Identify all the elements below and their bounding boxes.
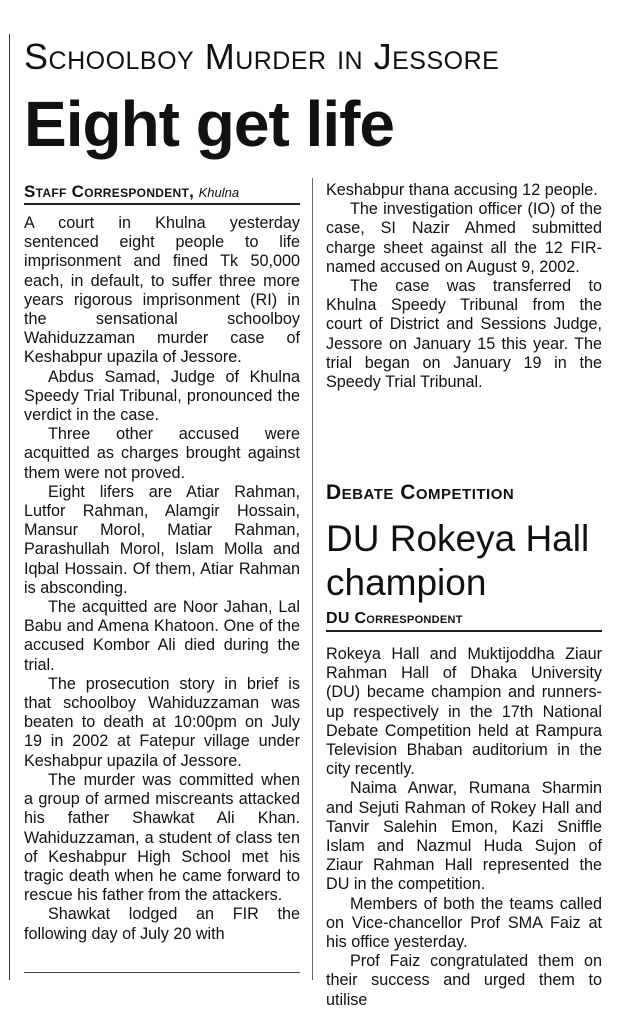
byline-rule: [24, 203, 300, 205]
body-paragraph: A court in Khulna yesterday sentenced eight people to life imprisonment and fined Tk 50,000 each, in default, to suffer three more years rigorous imprisonment (RI) in the sensational schoolboy Wahiduzzaman murder case of Keshabpur upazila of Jessore.: [24, 214, 300, 367]
body-paragraph: Shawkat lodged an FIR the following day of July 20 with: [24, 905, 300, 943]
second-article-headline: DU Rokeya Hall champion: [326, 518, 590, 603]
body-paragraph: Rokeya Hall and Muktijoddha Ziaur Rahman Hall of Dhaka University (DU) became champion and runners-up respectively in the 17th National Debate Competition held at Rampura Television Bhaban auditorium in the city recently.: [326, 645, 602, 779]
article-body-column-2: [326, 181, 602, 392]
page-left-rule: [9, 34, 10, 980]
column-divider: [312, 178, 313, 980]
body-paragraph: Prof Faiz congratulated them on their success and urged them to utilise: [326, 952, 602, 1009]
second-article-body: [326, 645, 602, 1010]
body-paragraph: The murder was committed when a group of armed miscreants attacked his father Shawkat Ali Khan. Wahiduzzaman, a student of class ten of Keshabpur High School met his tragic death when he came forward to rescue his father from the attackers.: [24, 770, 300, 905]
body-paragraph: Three other accused were acquitted as charges brought against them were not proved.: [24, 425, 300, 482]
body-paragraph: The acquitted are Noor Jahan, Lal Babu and Amena Khatoon. One of the accused Kombor Ali died during the trial.: [24, 598, 300, 674]
body-paragraph: The investigation officer (IO) of the case, SI Nazir Ahmed submitted charge sheet against all the 12 FIR-named accused on August 9, 2002.: [326, 200, 602, 276]
body-paragraph: The prosecution story in brief is that schoolboy Wahiduzzaman was beaten to death at 10:00pm on July 19 in 2002 at Fatepur village under Keshabpur upazila of Jessore.: [24, 674, 300, 770]
byline-place: Khulna: [198, 185, 240, 200]
article-kicker: Schoolboy Murder in Jessore: [24, 36, 500, 77]
body-paragraph: Abdus Samad, Judge of Khulna Speedy Trial Tribunal, pronounced the verdict in the case.: [24, 367, 300, 425]
article-body-column-1: [24, 214, 300, 944]
second-byline-rule: [326, 630, 602, 632]
body-paragraph: Members of both the teams called on Vice-chancellor Prof SMA Faiz at his office yesterday.: [326, 894, 602, 952]
body-paragraph: Naima Anwar, Rumana Sharmin and Sejuti Rahman of Rokey Hall and Tanvir Salehin Emon, Kazi Sniffle Islam and Nazmul Huda Sujon of Ziaur Rahman Hall represented the DU in the competition.: [326, 779, 602, 894]
column-bottom-rule: [24, 972, 300, 973]
body-paragraph: The case was transferred to Khulna Speedy Tribunal from the court of District and Sessions Judge, Jessore on January 15 this year. The trial began on January 19 in the Speedy Trial Tribunal.: [326, 277, 602, 392]
second-article-byline: DU Correspondent: [326, 610, 463, 627]
byline-name: Staff Correspondent,: [24, 182, 195, 201]
article-headline: Eight get life: [24, 88, 394, 160]
body-paragraph: Eight lifers are Atiar Rahman, Lutfor Rahman, Alamgir Hossain, Mansur Morol, Matiar Rahman, Parashullah Morol, Islam Molla and Iqbal Hossain. Of them, Atiar Rahman is absconding.: [24, 482, 300, 597]
body-paragraph: Keshabpur thana accusing 12 people.: [326, 181, 598, 199]
article-byline: [24, 182, 299, 203]
section-heading: Debate Competition: [326, 481, 515, 504]
